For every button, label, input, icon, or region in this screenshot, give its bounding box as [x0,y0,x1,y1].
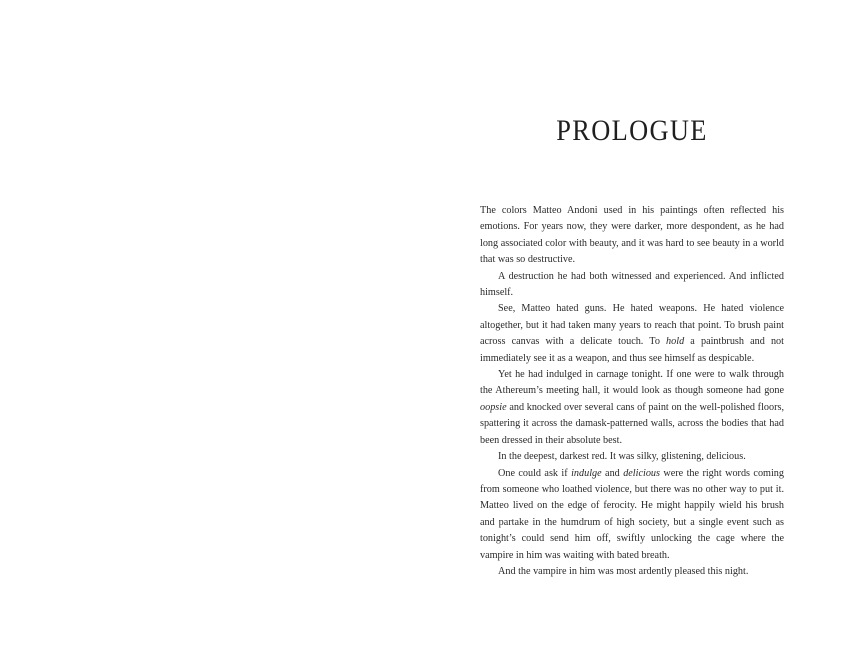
left-page-blank [0,0,423,648]
paragraph-2-text: A destruction he had both witnessed and experienced. And inflicted himself. [480,270,784,299]
paragraph-6-text-c: were the right words coming from someone who loathed violence, but there was no other way to put it. Matteo lived on the edge of ferocity. He might happily wield his brush and partake in the humdrum of high society, but a single event such as tonight’s could send him off, swiftly unlocking the cage where the vampire in him was waiting with bated breath. [480,467,784,561]
paragraph-3-text-a: See, Matteo hated guns. He hated weapons. He hated violence altogether, but it had taken many years to reach that point. To brush paint across canvas with a delicate touch. To [480,303,784,348]
paragraph-4-emphasis: oopsie [480,401,507,413]
paragraph-4 [480,367,784,449]
paragraph-6-emphasis-2: delicious [623,467,660,479]
paragraph-6 [480,466,784,564]
paragraph-3-emphasis: hold [666,336,685,348]
paragraph-1-text: The colors Matteo Andoni used in his paintings often reflected his emotions. For years now, they were darker, more despondent, as he had long associated color with beauty, and it was hard to see beauty in a world that was so destructive. [480,205,784,266]
paragraph-6-text-b: and [601,467,624,479]
paragraph-4-text-a: Yet he had indulged in carnage tonight. If one were to walk through the Athereum’s meeting hall, it would look as though someone had gone [480,369,784,397]
paragraph-7-text: And the vampire in him was most ardently pleased this night. [498,565,749,577]
right-page [423,0,847,648]
paragraph-5 [480,449,784,465]
paragraph-4-text-b: and knocked over several cans of paint on the well-polished floors, spattering it across the damask-patterned walls, across the bodies that had been dressed in their absolute best. [480,401,784,446]
paragraph-7 [480,564,784,580]
paragraph-2 [480,269,784,302]
paragraph-6-emphasis-1: indulge [571,467,602,479]
paragraph-5-text: In the deepest, darkest red. It was silky, glistening, delicious. [498,451,746,463]
paragraph-6-text-a: One could ask if [498,467,572,479]
paragraph-3-text-b: a paintbrush and not immediately see it as a weapon, and thus see himself as despicable. [480,336,784,364]
paragraph-1 [480,203,784,269]
prologue-body [480,203,784,580]
paragraph-3 [480,301,784,367]
chapter-title: PROLOGUE [556,114,708,147]
